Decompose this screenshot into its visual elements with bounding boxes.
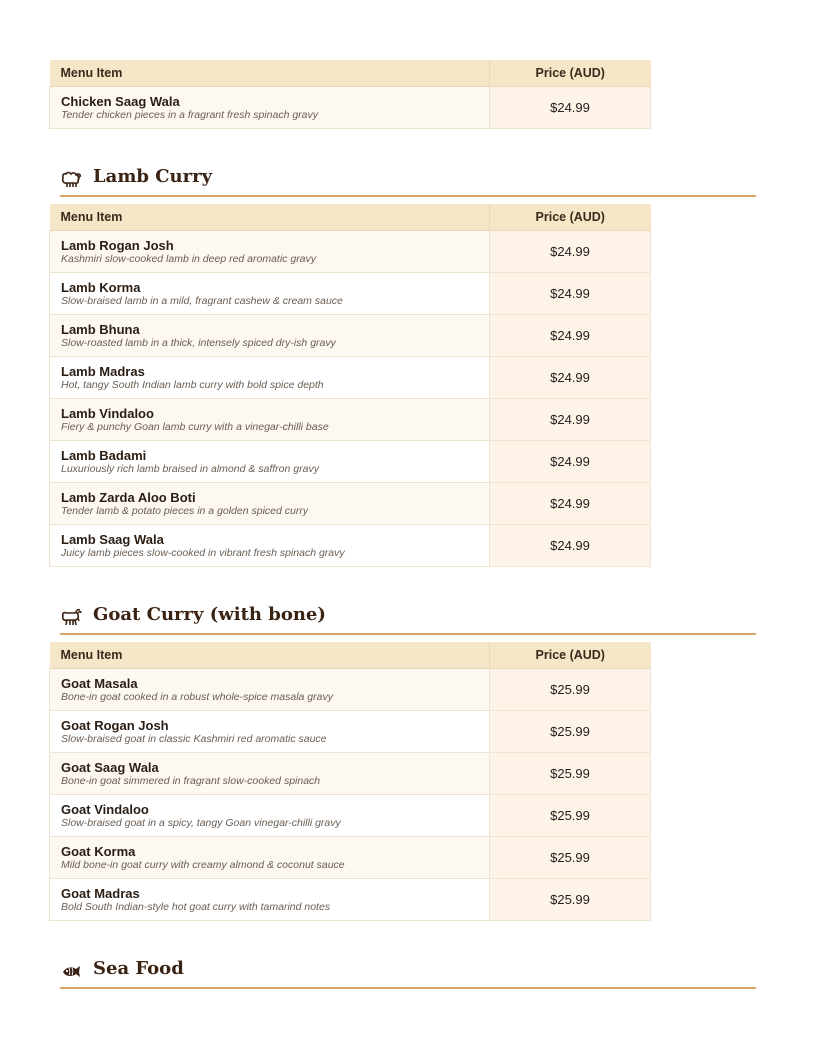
item-name: Lamb Rogan Josh bbox=[61, 237, 174, 253]
item-name: Lamb Badami bbox=[61, 447, 147, 463]
table-row bbox=[50, 837, 651, 879]
goat-icon bbox=[60, 607, 82, 627]
table-row bbox=[50, 399, 651, 441]
table-row bbox=[50, 879, 651, 921]
item-price: $24.99 bbox=[490, 399, 651, 441]
item-price: $25.99 bbox=[490, 753, 651, 795]
sheep-icon bbox=[60, 169, 82, 189]
menu-item-cell bbox=[50, 357, 490, 399]
table-row bbox=[50, 525, 651, 567]
menu-item-cell bbox=[50, 483, 490, 525]
item-description: Slow-braised lamb in a mild, fragrant cashew & cream sauce bbox=[61, 294, 343, 307]
table-row bbox=[50, 87, 651, 129]
item-description: Bone-in goat simmered in fragrant slow-cooked spinach bbox=[61, 774, 321, 787]
item-description: Fiery & punchy Goan lamb curry with a vinegar-chilli base bbox=[61, 420, 329, 433]
menu-item-cell bbox=[50, 837, 490, 879]
item-price: $25.99 bbox=[490, 669, 651, 711]
item-price: $24.99 bbox=[490, 231, 651, 273]
menu-table-lamb bbox=[49, 204, 651, 567]
header-price: Price (AUD) bbox=[490, 204, 651, 231]
menu-item-cell bbox=[50, 399, 490, 441]
menu-table-goat bbox=[49, 642, 651, 921]
table-row bbox=[50, 483, 651, 525]
item-name: Chicken Saag Wala bbox=[61, 93, 180, 109]
header-price: Price (AUD) bbox=[490, 60, 651, 87]
item-description: Slow-roasted lamb in a thick, intensely spiced dry-ish gravy bbox=[61, 336, 336, 349]
item-name: Goat Saag Wala bbox=[61, 759, 159, 775]
item-price: $24.99 bbox=[490, 357, 651, 399]
item-price: $25.99 bbox=[490, 711, 651, 753]
item-description: Tender chicken pieces in a fragrant fresh spinach gravy bbox=[61, 108, 319, 121]
item-price: $24.99 bbox=[490, 525, 651, 567]
item-price: $25.99 bbox=[490, 795, 651, 837]
menu-item-cell bbox=[50, 669, 490, 711]
item-description: Slow-braised goat in classic Kashmiri red aromatic sauce bbox=[61, 732, 327, 745]
item-price: $24.99 bbox=[490, 483, 651, 525]
table-row bbox=[50, 273, 651, 315]
section-title: Goat Curry (with bone) bbox=[93, 604, 326, 625]
menu-item-cell bbox=[50, 273, 490, 315]
header-menu-item: Menu Item bbox=[50, 642, 490, 669]
table-row bbox=[50, 231, 651, 273]
table-row bbox=[50, 441, 651, 483]
item-name: Goat Masala bbox=[61, 675, 138, 691]
item-name: Lamb Madras bbox=[61, 363, 145, 379]
section-title: Sea Food bbox=[93, 958, 184, 979]
item-name: Lamb Bhuna bbox=[61, 321, 140, 337]
section-heading-lamb bbox=[60, 165, 756, 197]
menu-item-cell bbox=[50, 87, 490, 129]
item-price: $24.99 bbox=[490, 315, 651, 357]
item-name: Lamb Vindaloo bbox=[61, 405, 154, 421]
menu-item-cell bbox=[50, 753, 490, 795]
item-name: Goat Madras bbox=[61, 885, 140, 901]
item-name: Goat Rogan Josh bbox=[61, 717, 169, 733]
table-row bbox=[50, 357, 651, 399]
item-price: $25.99 bbox=[490, 837, 651, 879]
menu-item-cell bbox=[50, 315, 490, 357]
item-price: $25.99 bbox=[490, 879, 651, 921]
menu-item-cell bbox=[50, 711, 490, 753]
menu-table-chicken bbox=[49, 60, 651, 129]
item-price: $24.99 bbox=[490, 273, 651, 315]
section-heading-seafood bbox=[60, 957, 756, 989]
header-menu-item: Menu Item bbox=[50, 60, 490, 87]
item-description: Tender lamb & potato pieces in a golden spiced curry bbox=[61, 504, 309, 517]
item-price: $24.99 bbox=[490, 87, 651, 129]
section-heading-goat bbox=[60, 603, 756, 635]
item-name: Lamb Saag Wala bbox=[61, 531, 164, 547]
item-description: Hot, tangy South Indian lamb curry with bold spice depth bbox=[61, 378, 324, 391]
table-row bbox=[50, 795, 651, 837]
item-description: Kashmiri slow-cooked lamb in deep red aromatic gravy bbox=[61, 252, 317, 265]
table-row bbox=[50, 669, 651, 711]
menu-item-cell bbox=[50, 525, 490, 567]
table-header-row bbox=[50, 204, 651, 231]
section-title: Lamb Curry bbox=[93, 166, 213, 187]
fish-icon bbox=[60, 961, 82, 981]
item-name: Lamb Zarda Aloo Boti bbox=[61, 489, 196, 505]
item-description: Luxuriously rich lamb braised in almond & saffron gravy bbox=[61, 462, 319, 475]
item-name: Goat Korma bbox=[61, 843, 136, 859]
item-description: Bold South Indian-style hot goat curry with tamarind notes bbox=[61, 900, 331, 913]
menu-item-cell bbox=[50, 879, 490, 921]
table-row bbox=[50, 711, 651, 753]
item-name: Goat Vindaloo bbox=[61, 801, 149, 817]
item-description: Mild bone-in goat curry with creamy almond & coconut sauce bbox=[61, 858, 345, 871]
menu-item-cell bbox=[50, 795, 490, 837]
item-price: $24.99 bbox=[490, 441, 651, 483]
header-menu-item: Menu Item bbox=[50, 204, 490, 231]
item-description: Juicy lamb pieces slow-cooked in vibrant fresh spinach gravy bbox=[61, 546, 345, 559]
item-name: Lamb Korma bbox=[61, 279, 141, 295]
menu-item-cell bbox=[50, 441, 490, 483]
header-price: Price (AUD) bbox=[490, 642, 651, 669]
item-description: Slow-braised goat in a spicy, tangy Goan vinegar-chilli gravy bbox=[61, 816, 341, 829]
menu-item-cell bbox=[50, 231, 490, 273]
item-description: Bone-in goat cooked in a robust whole-spice masala gravy bbox=[61, 690, 333, 703]
table-header-row bbox=[50, 60, 651, 87]
table-row bbox=[50, 753, 651, 795]
table-row bbox=[50, 315, 651, 357]
table-header-row bbox=[50, 642, 651, 669]
